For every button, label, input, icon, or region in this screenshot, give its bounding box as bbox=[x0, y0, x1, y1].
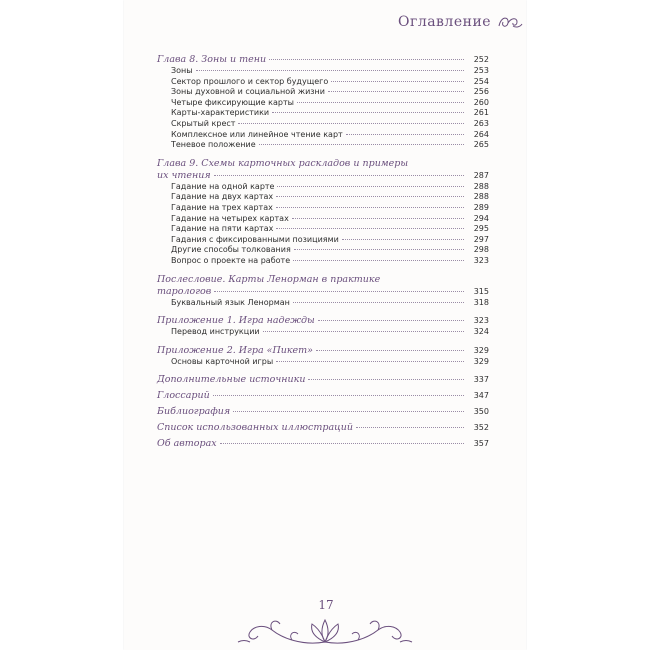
toc-item-page: 288 bbox=[473, 181, 489, 191]
dot-leader bbox=[233, 411, 464, 412]
spacer bbox=[157, 151, 489, 158]
toc-bibliography[interactable] bbox=[157, 406, 489, 418]
spacer bbox=[157, 367, 489, 374]
spacer bbox=[157, 267, 489, 274]
toc-entry-title: Послесловие. Карты Ленорман в практике bbox=[157, 273, 381, 285]
toc-item[interactable] bbox=[157, 108, 489, 119]
dot-leader bbox=[277, 186, 464, 187]
toc-item-title: Другие способы толкования bbox=[171, 245, 291, 255]
dot-leader bbox=[346, 134, 464, 135]
toc-item[interactable] bbox=[157, 140, 489, 151]
toc-item-title: Буквальный язык Ленорман bbox=[171, 297, 290, 307]
dot-leader bbox=[297, 102, 464, 103]
toc-item[interactable] bbox=[157, 119, 489, 130]
dot-leader bbox=[276, 196, 464, 197]
page-header bbox=[398, 14, 523, 30]
dot-leader bbox=[263, 331, 464, 332]
toc-item-title: Теневое положение bbox=[171, 140, 256, 150]
toc-item[interactable] bbox=[157, 87, 489, 98]
header-flourish-icon bbox=[497, 14, 523, 30]
dot-leader bbox=[214, 291, 464, 292]
toc-item-page: 254 bbox=[473, 76, 489, 86]
toc-item-title: Гадание на пяти картах bbox=[171, 224, 274, 234]
toc-entry-title: Приложение 2. Игра «Пикет» bbox=[157, 344, 313, 356]
toc-item-page: 329 bbox=[473, 356, 489, 366]
toc-item-page: 324 bbox=[473, 327, 489, 337]
toc-glossary[interactable] bbox=[157, 390, 489, 402]
toc-appendix-1[interactable] bbox=[157, 315, 489, 327]
dot-leader bbox=[276, 228, 464, 229]
toc-item-page: 256 bbox=[473, 87, 489, 97]
toc-item-title: Зоны bbox=[171, 66, 193, 75]
toc-item[interactable] bbox=[157, 245, 489, 256]
toc-entry-title: Список использованных иллюстраций bbox=[157, 422, 353, 434]
toc-item[interactable] bbox=[157, 224, 489, 235]
toc-afterword-cont[interactable] bbox=[157, 286, 489, 298]
toc-entry-title: Дополнительные источники bbox=[157, 374, 306, 386]
toc-entry-page: 347 bbox=[473, 391, 489, 401]
dot-leader bbox=[294, 249, 464, 250]
toc-item-title: Вопрос о проекте на работе bbox=[171, 255, 291, 265]
dot-leader bbox=[272, 112, 464, 113]
dot-leader bbox=[316, 350, 464, 351]
toc-item[interactable] bbox=[157, 235, 489, 246]
dot-leader bbox=[259, 144, 464, 145]
toc-entry-page: 337 bbox=[473, 375, 489, 385]
toc-entry-page: 329 bbox=[473, 345, 489, 355]
toc-item-page: 289 bbox=[473, 202, 489, 212]
dot-leader bbox=[196, 70, 464, 71]
dot-leader bbox=[331, 81, 464, 82]
toc-item[interactable] bbox=[157, 327, 489, 338]
toc-entry-page: 252 bbox=[473, 55, 489, 64]
toc-chapter-9-cont[interactable] bbox=[157, 170, 489, 182]
toc-item-title: Перевод инструкции bbox=[171, 327, 260, 337]
toc-item-page: 261 bbox=[473, 108, 489, 118]
toc-item[interactable] bbox=[157, 130, 489, 141]
toc-item-page: 263 bbox=[473, 118, 489, 128]
toc-item-page: 318 bbox=[473, 297, 489, 307]
toc-item[interactable] bbox=[157, 214, 489, 225]
toc-entry-title-cont: их чтения bbox=[157, 169, 211, 181]
toc-item-title: Гадание на одной карте bbox=[171, 181, 275, 191]
spacer bbox=[157, 338, 489, 345]
toc-item[interactable] bbox=[157, 192, 489, 203]
toc-chapter-9[interactable] bbox=[157, 158, 489, 170]
toc-item-title: Комплексное или линейное чтение карт bbox=[171, 129, 343, 139]
toc-item-title: Гадание на трех картах bbox=[171, 202, 273, 212]
toc-entry-page: 357 bbox=[473, 439, 489, 449]
dot-leader bbox=[269, 59, 464, 60]
toc-item[interactable] bbox=[157, 98, 489, 109]
toc-authors[interactable] bbox=[157, 438, 489, 450]
toc-item-page: 297 bbox=[473, 234, 489, 244]
toc-appendix-2[interactable] bbox=[157, 345, 489, 357]
toc-item[interactable] bbox=[157, 66, 489, 77]
dot-leader bbox=[308, 379, 464, 380]
dot-leader bbox=[214, 175, 464, 176]
toc-entry-page: 323 bbox=[473, 316, 489, 326]
toc-item-title: Четыре фиксирующие карты bbox=[171, 97, 294, 107]
dot-leader bbox=[293, 260, 464, 261]
dot-leader bbox=[356, 427, 464, 428]
dot-leader bbox=[318, 320, 464, 321]
toc-item-page: 288 bbox=[473, 192, 489, 202]
toc-entry-page: 350 bbox=[473, 407, 489, 417]
toc-item-title: Гадание на двух картах bbox=[171, 192, 274, 202]
toc-afterword[interactable] bbox=[157, 274, 489, 286]
toc-item[interactable] bbox=[157, 182, 489, 193]
dot-leader bbox=[276, 207, 464, 208]
page-number: 17 bbox=[318, 598, 334, 612]
toc-item-page: 295 bbox=[473, 224, 489, 234]
header-title: Оглавление bbox=[398, 14, 492, 30]
toc-entry-title: Глава 8. Зоны и тени bbox=[157, 54, 267, 65]
dot-leader bbox=[328, 91, 464, 92]
toc-entry-title: Глава 9. Схемы карточных раскладов и примеры bbox=[157, 157, 409, 169]
toc-item-title: Карты-характеристики bbox=[171, 108, 270, 118]
dot-leader bbox=[292, 218, 464, 219]
toc-illustrations[interactable] bbox=[157, 422, 489, 434]
dot-leader bbox=[342, 239, 464, 240]
toc-item-title: Сектор прошлого и сектор будущего bbox=[171, 76, 329, 86]
toc-item-page: 323 bbox=[473, 255, 489, 265]
toc-chapter-8[interactable] bbox=[157, 54, 489, 66]
toc-entry-title-cont: тарологов bbox=[157, 285, 212, 297]
toc-item-page: 260 bbox=[473, 97, 489, 107]
toc-item-title: Гадание на четырех картах bbox=[171, 213, 289, 223]
toc-entry-page: 315 bbox=[473, 286, 489, 296]
toc-item-title: Гадания с фиксированными позициями bbox=[171, 234, 339, 244]
toc-entry-page: 287 bbox=[473, 170, 489, 180]
toc-entry-title: Приложение 1. Игра надежды bbox=[157, 315, 315, 327]
toc-extra-sources[interactable] bbox=[157, 374, 489, 386]
toc-entry-title: Об авторах bbox=[157, 438, 217, 450]
toc-item-title: Зоны духовной и социальной жизни bbox=[171, 87, 325, 97]
toc-item-title: Скрытый крест bbox=[171, 118, 236, 128]
toc-entry-title: Глоссарий bbox=[157, 390, 210, 402]
spacer bbox=[157, 308, 489, 315]
toc-item-page: 298 bbox=[473, 245, 489, 255]
toc-item-page: 265 bbox=[473, 140, 489, 150]
footer-ornament-icon bbox=[232, 612, 418, 648]
dot-leader bbox=[213, 395, 464, 396]
dot-leader bbox=[293, 302, 464, 303]
toc-item[interactable] bbox=[157, 77, 489, 88]
toc-item[interactable] bbox=[157, 298, 489, 309]
toc-entry-title: Библиография bbox=[157, 406, 231, 418]
dot-leader bbox=[238, 123, 464, 124]
toc-item-page: 253 bbox=[473, 66, 489, 75]
toc-item-title: Основы карточной игры bbox=[171, 356, 274, 366]
toc-entry-page: 352 bbox=[473, 423, 489, 433]
toc-item-page: 294 bbox=[473, 213, 489, 223]
toc-item[interactable] bbox=[157, 357, 489, 368]
toc-item-page: 264 bbox=[473, 129, 489, 139]
table-of-contents bbox=[157, 54, 489, 450]
dot-leader bbox=[276, 361, 464, 362]
dot-leader bbox=[220, 443, 464, 444]
toc-item[interactable] bbox=[157, 203, 489, 214]
toc-item[interactable] bbox=[157, 256, 489, 267]
